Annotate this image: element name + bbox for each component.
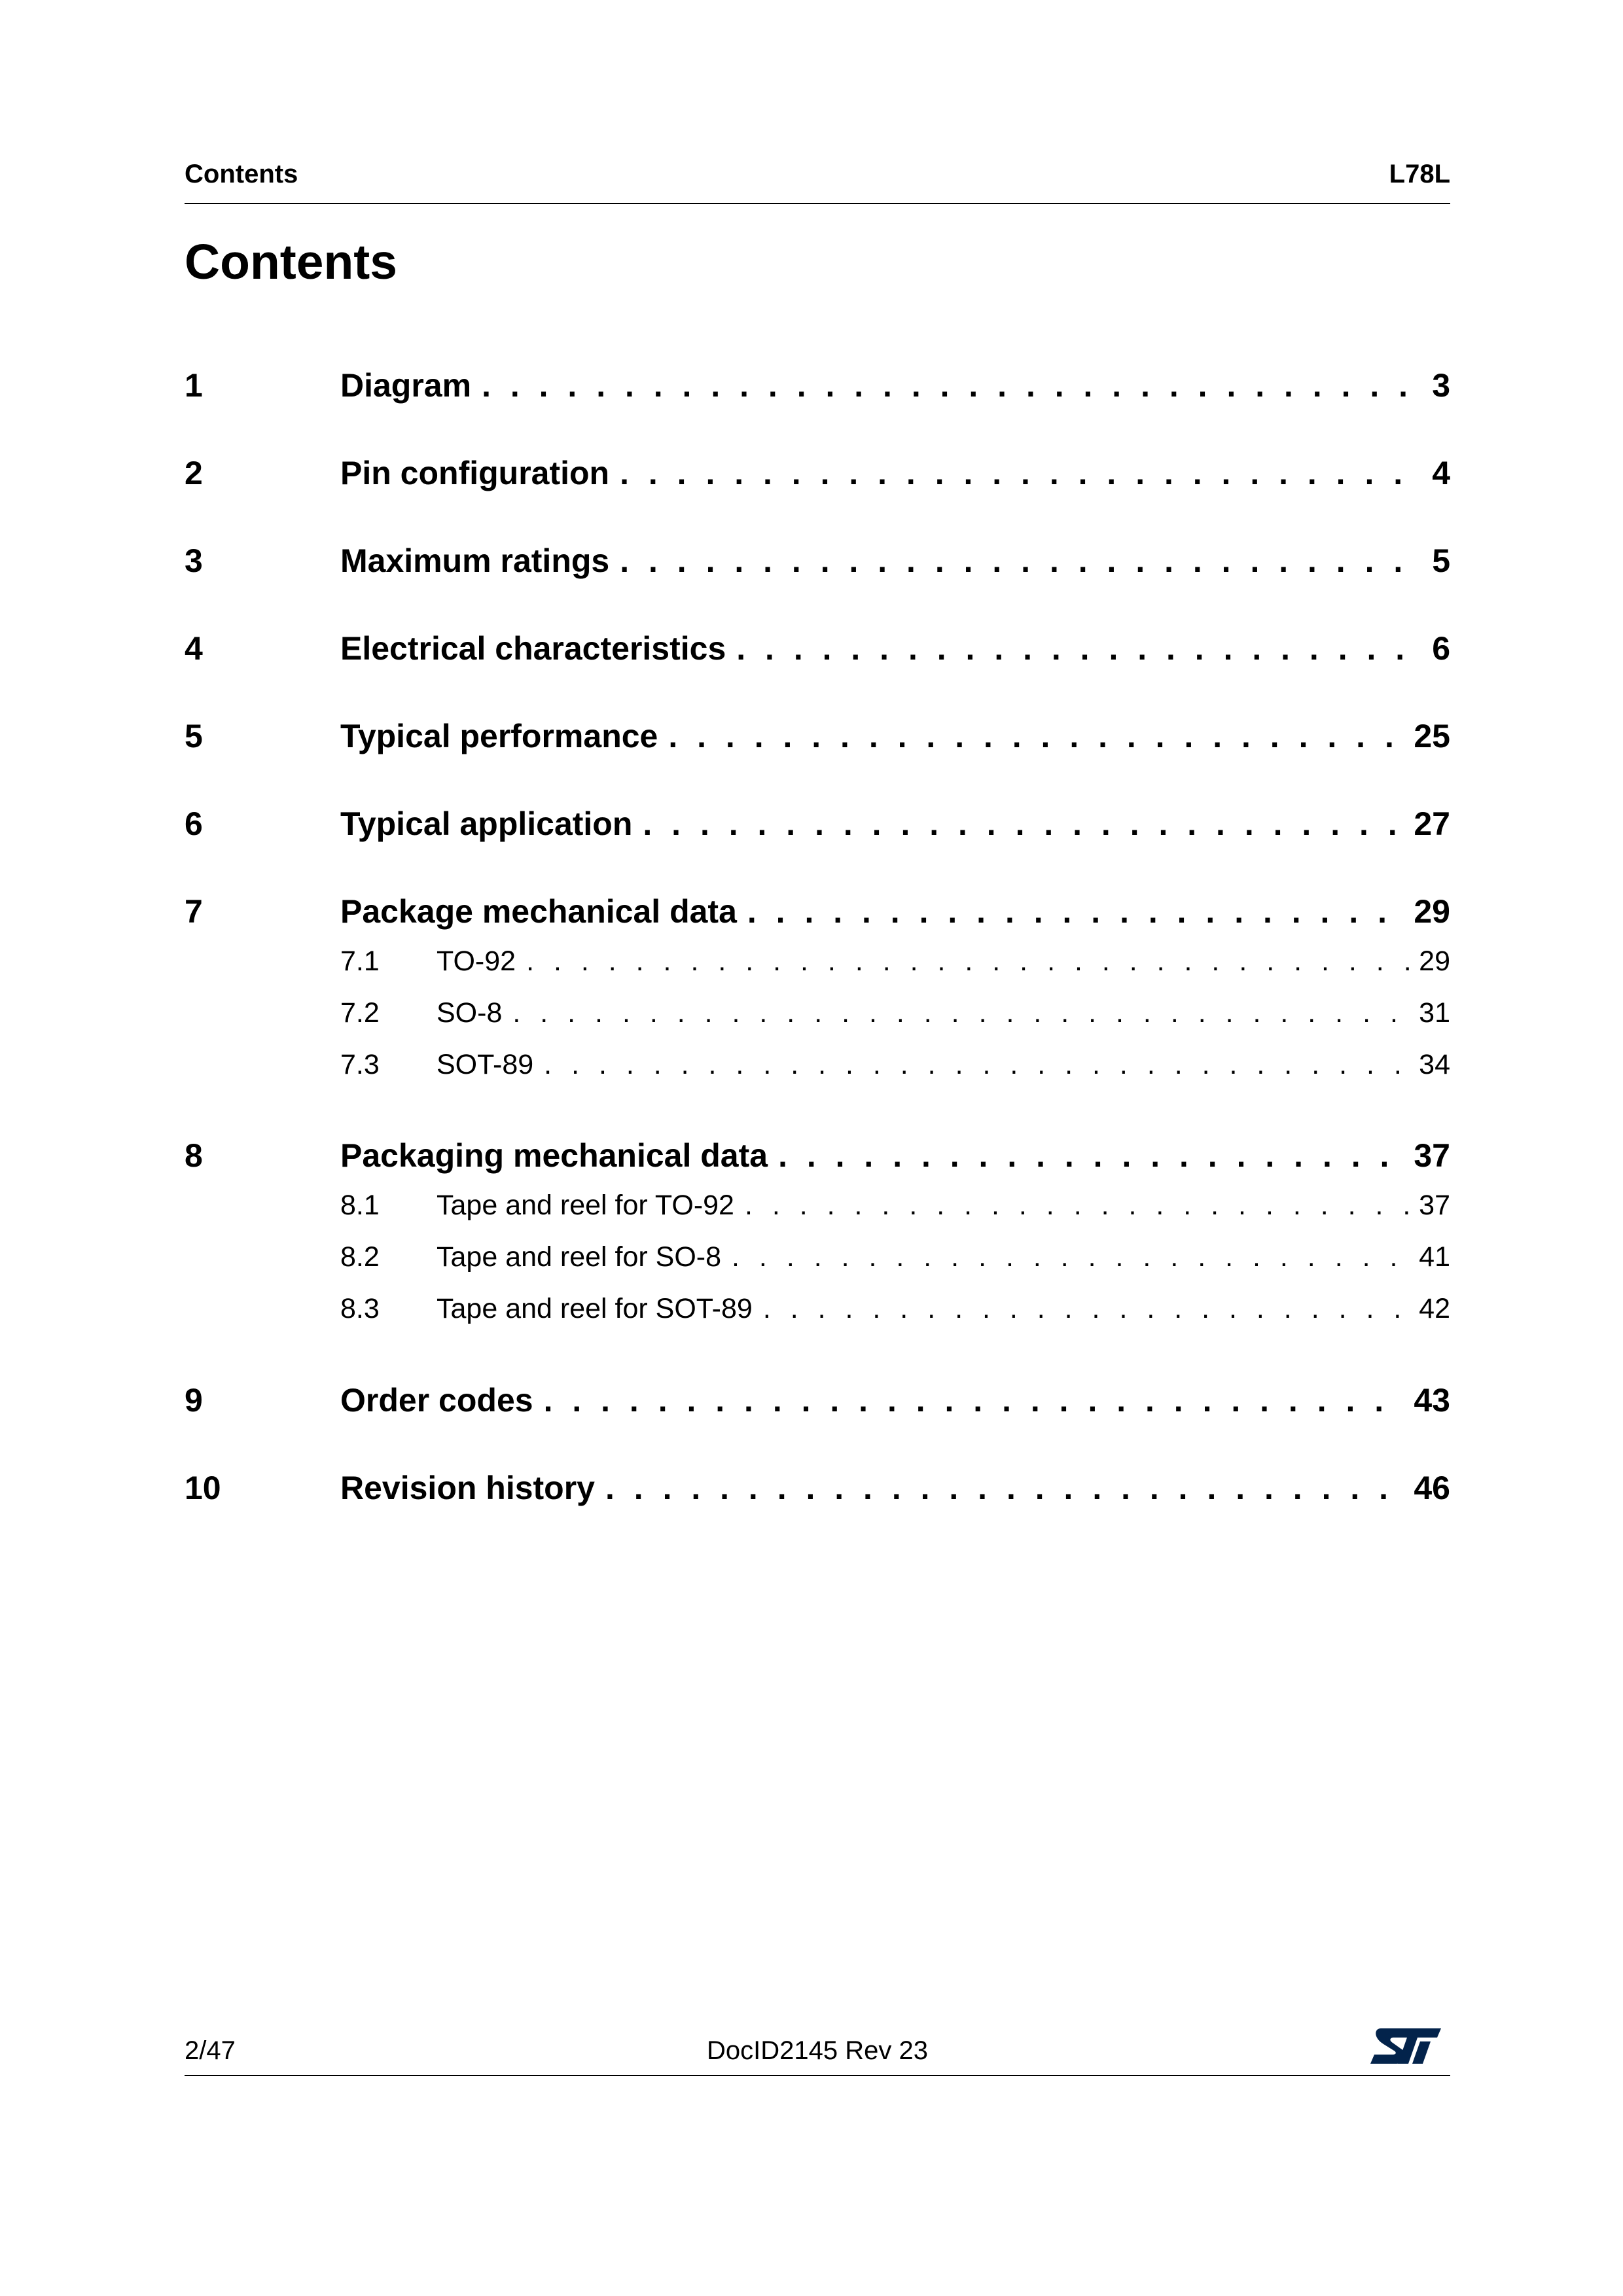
toc-entry-title[interactable]: Diagram — [340, 367, 472, 404]
toc-entry-title[interactable]: Tape and reel for TO-92 — [437, 1190, 734, 1221]
toc-entry-page[interactable]: 6 — [1432, 630, 1450, 667]
toc-dot-leader — [512, 997, 1410, 1029]
header-rule — [185, 203, 1450, 204]
toc-dot-leader — [544, 1049, 1410, 1081]
footer-page-number: 2/47 — [185, 2036, 236, 2065]
toc-dot-leader — [544, 1381, 1405, 1419]
toc-subentry[interactable] — [185, 997, 1450, 1034]
toc-dot-leader — [605, 1469, 1404, 1507]
toc-entry-title[interactable]: Package mechanical data — [340, 893, 737, 930]
toc-entry-title[interactable]: Tape and reel for SO-8 — [437, 1241, 722, 1273]
footer-doc-id: DocID2145 Rev 23 — [707, 2036, 928, 2065]
page-footer — [185, 2036, 1450, 2073]
toc-entry-page[interactable]: 29 — [1419, 945, 1450, 977]
toc-subentry[interactable] — [185, 1241, 1450, 1278]
toc-entry-number: 9 — [185, 1382, 203, 1419]
toc-entry-page[interactable]: 5 — [1432, 542, 1450, 579]
toc-entry-page[interactable]: 29 — [1414, 893, 1450, 930]
toc-entry-page[interactable]: 42 — [1419, 1293, 1450, 1324]
toc-subentry[interactable] — [185, 1049, 1450, 1086]
toc-entry-page[interactable]: 31 — [1419, 997, 1450, 1029]
toc-subentry[interactable] — [185, 1190, 1450, 1226]
toc-entry-page[interactable]: 41 — [1419, 1241, 1450, 1273]
toc-dot-leader — [745, 1190, 1410, 1222]
toc-entry-title[interactable]: Maximum ratings — [340, 542, 610, 579]
toc-entry-page[interactable]: 46 — [1414, 1470, 1450, 1506]
toc-subentry[interactable] — [185, 945, 1450, 982]
toc-entry-number: 4 — [185, 630, 203, 667]
toc-entry-title[interactable]: Packaging mechanical data — [340, 1137, 768, 1174]
toc-entry[interactable] — [185, 892, 1450, 934]
toc-dot-leader — [668, 717, 1404, 755]
toc-entry-number: 7.3 — [340, 1049, 380, 1080]
toc-dot-leader — [763, 1293, 1410, 1325]
toc-entry[interactable] — [185, 1381, 1450, 1423]
header-section-label: Contents — [185, 160, 298, 188]
toc-entry-title[interactable]: Electrical characteristics — [340, 630, 726, 667]
running-header — [185, 160, 1450, 199]
toc-entry[interactable] — [185, 1469, 1450, 1511]
toc-dot-leader — [620, 454, 1423, 492]
toc-entry-number: 1 — [185, 367, 203, 404]
toc-entry-title[interactable]: Revision history — [340, 1470, 595, 1506]
footer-rule — [185, 2075, 1450, 2076]
toc-entry-number: 10 — [185, 1470, 221, 1506]
toc-entry-page[interactable]: 4 — [1432, 455, 1450, 491]
toc-entry-page[interactable]: 3 — [1432, 367, 1450, 404]
toc-entry-number: 5 — [185, 718, 203, 754]
toc-entry-number: 2 — [185, 455, 203, 491]
toc-entry-page[interactable]: 37 — [1419, 1190, 1450, 1221]
toc-entry-title[interactable]: SO-8 — [437, 997, 503, 1029]
toc-entry-number: 8.2 — [340, 1241, 380, 1273]
toc-entry-number: 3 — [185, 542, 203, 579]
toc-entry[interactable] — [185, 629, 1450, 671]
toc-dot-leader — [778, 1137, 1404, 1174]
toc-entry-title[interactable]: Tape and reel for SOT-89 — [437, 1293, 753, 1324]
toc-entry-page[interactable]: 43 — [1414, 1382, 1450, 1419]
toc-entry-page[interactable]: 27 — [1414, 805, 1450, 842]
toc-dot-leader — [526, 945, 1410, 978]
toc-dot-leader — [643, 805, 1404, 843]
toc-entry-page[interactable]: 34 — [1419, 1049, 1450, 1080]
toc-dot-leader — [747, 892, 1404, 930]
toc-entry-number: 8.1 — [340, 1190, 380, 1221]
st-logo-icon — [1368, 2023, 1445, 2069]
toc-entry[interactable] — [185, 542, 1450, 584]
toc-entry-number: 7 — [185, 893, 203, 930]
toc-dot-leader — [732, 1241, 1410, 1273]
toc-entry[interactable] — [185, 805, 1450, 847]
toc-entry-title[interactable]: Typical application — [340, 805, 633, 842]
page-title: Contents — [185, 234, 397, 289]
toc-entry[interactable] — [185, 366, 1450, 408]
toc-entry-number: 7.2 — [340, 997, 380, 1029]
toc-entry-title[interactable]: TO-92 — [437, 945, 516, 977]
toc-entry-page[interactable]: 37 — [1414, 1137, 1450, 1174]
toc-entry-title[interactable]: SOT-89 — [437, 1049, 534, 1080]
toc-entry[interactable] — [185, 717, 1450, 759]
toc-dot-leader — [736, 629, 1423, 667]
toc-entry[interactable] — [185, 454, 1450, 496]
toc-entry-page[interactable]: 25 — [1414, 718, 1450, 754]
toc-entry-number: 7.1 — [340, 945, 380, 977]
toc-entry-title[interactable]: Order codes — [340, 1382, 533, 1419]
toc-entry-number: 8 — [185, 1137, 203, 1174]
toc-entry-number: 6 — [185, 805, 203, 842]
toc-dot-leader — [482, 366, 1423, 404]
toc-entry[interactable] — [185, 1137, 1450, 1178]
toc-entry-title[interactable]: Typical performance — [340, 718, 658, 754]
header-product-label: L78L — [1389, 160, 1450, 188]
toc-entry-title[interactable]: Pin configuration — [340, 455, 610, 491]
toc-dot-leader — [620, 542, 1423, 580]
toc-entry-number: 8.3 — [340, 1293, 380, 1324]
toc-subentry[interactable] — [185, 1293, 1450, 1330]
